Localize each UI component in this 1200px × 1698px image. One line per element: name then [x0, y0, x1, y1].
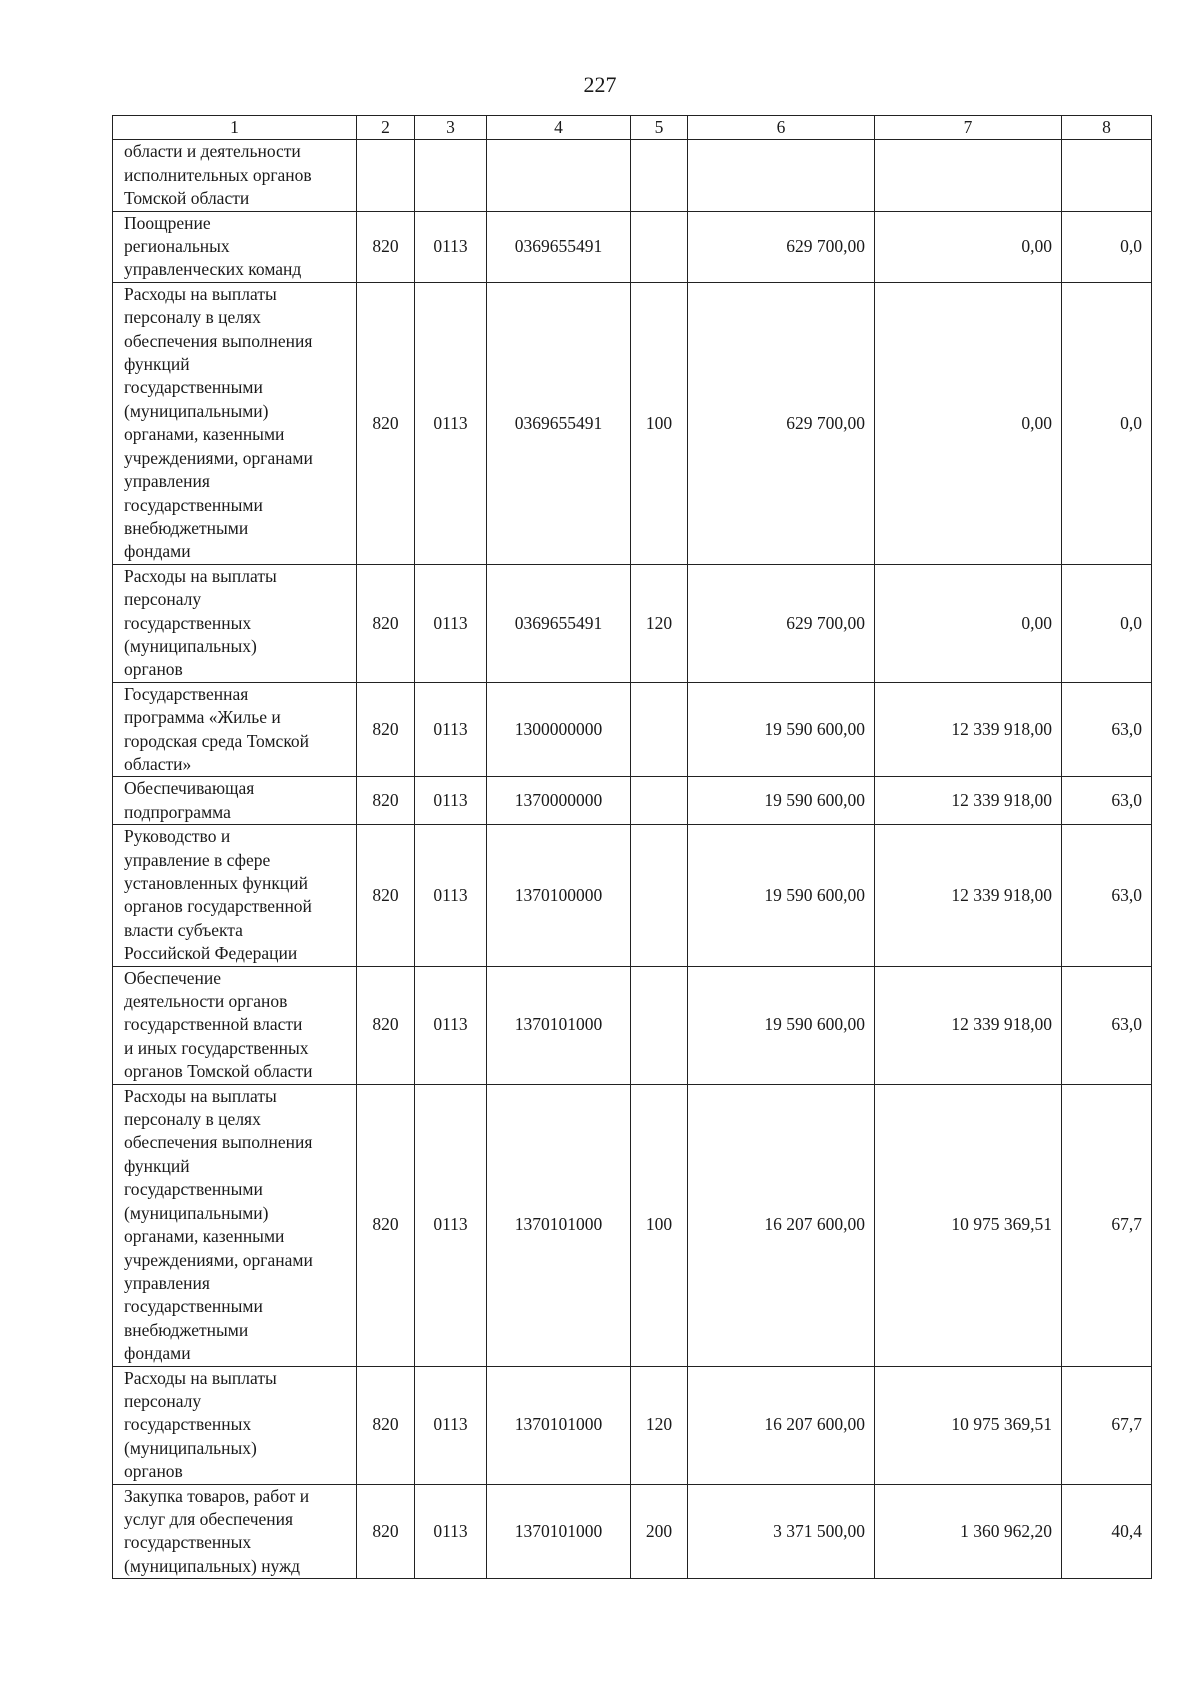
row-section-code: 0113	[415, 211, 487, 282]
row-plan-amount: 629 700,00	[688, 282, 875, 564]
row-section-code: 0113	[415, 1484, 487, 1579]
header-col-6: 6	[688, 116, 875, 140]
row-admin-code: 820	[357, 1366, 415, 1484]
row-admin-code: 820	[357, 682, 415, 777]
row-admin-code: 820	[357, 564, 415, 682]
row-type-code	[631, 825, 688, 966]
table-row	[113, 682, 1152, 777]
header-col-1: 1	[113, 116, 357, 140]
row-target-code: 0369655491	[487, 211, 631, 282]
row-section-code	[415, 140, 487, 211]
header-col-8: 8	[1062, 116, 1152, 140]
table-row	[113, 564, 1152, 682]
header-col-4: 4	[487, 116, 631, 140]
table-row	[113, 211, 1152, 282]
budget-table	[112, 115, 1152, 1579]
row-name: Государственная программа «Жилье и городская среда Томской области»	[113, 682, 357, 777]
row-section-code: 0113	[415, 777, 487, 825]
row-type-code: 100	[631, 282, 688, 564]
table-row	[113, 777, 1152, 825]
table-row	[113, 1484, 1152, 1579]
row-exec-amount	[875, 140, 1062, 211]
table-row	[113, 140, 1152, 211]
row-target-code	[487, 140, 631, 211]
row-type-code: 200	[631, 1484, 688, 1579]
header-col-3: 3	[415, 116, 487, 140]
table-header	[113, 116, 1152, 140]
header-row	[113, 116, 1152, 140]
row-exec-amount: 10 975 369,51	[875, 1366, 1062, 1484]
row-type-code	[631, 777, 688, 825]
row-exec-amount: 1 360 962,20	[875, 1484, 1062, 1579]
row-name: Расходы на выплаты персоналу в целях обеспечения выполнения функций государственными (муниципальными) органами, казенными учреждениями, органами управления государственными внебюджетными фондами	[113, 1084, 357, 1366]
row-section-code: 0113	[415, 1084, 487, 1366]
row-section-code: 0113	[415, 282, 487, 564]
row-admin-code: 820	[357, 825, 415, 966]
row-target-code: 1370000000	[487, 777, 631, 825]
table-body	[113, 140, 1152, 1579]
row-admin-code: 820	[357, 777, 415, 825]
row-type-code	[631, 966, 688, 1084]
row-name: Расходы на выплаты персоналу государственных (муниципальных) органов	[113, 1366, 357, 1484]
row-name: Расходы на выплаты персоналу государственных (муниципальных) органов	[113, 564, 357, 682]
table-row	[113, 282, 1152, 564]
row-percent: 63,0	[1062, 966, 1152, 1084]
row-type-code: 120	[631, 1366, 688, 1484]
row-admin-code: 820	[357, 1084, 415, 1366]
row-type-code: 120	[631, 564, 688, 682]
row-target-code: 0369655491	[487, 282, 631, 564]
table-row	[113, 1084, 1152, 1366]
table-row	[113, 825, 1152, 966]
row-percent: 63,0	[1062, 682, 1152, 777]
table-row	[113, 966, 1152, 1084]
table-row	[113, 1366, 1152, 1484]
page-number: 227	[583, 72, 617, 97]
row-type-code	[631, 140, 688, 211]
row-exec-amount: 12 339 918,00	[875, 825, 1062, 966]
row-name: Расходы на выплаты персоналу в целях обеспечения выполнения функций государственными (муниципальными) органами, казенными учреждениями, органами управления государственными внебюджетными фондами	[113, 282, 357, 564]
row-section-code: 0113	[415, 682, 487, 777]
row-plan-amount: 19 590 600,00	[688, 777, 875, 825]
row-name: Руководство и управление в сфере установленных функций органов государственной власти субъекта Российской Федерации	[113, 825, 357, 966]
row-target-code: 1370101000	[487, 1366, 631, 1484]
header-col-2: 2	[357, 116, 415, 140]
header-col-7: 7	[875, 116, 1062, 140]
row-section-code: 0113	[415, 1366, 487, 1484]
row-exec-amount: 12 339 918,00	[875, 777, 1062, 825]
row-section-code: 0113	[415, 564, 487, 682]
row-exec-amount: 0,00	[875, 211, 1062, 282]
row-admin-code: 820	[357, 211, 415, 282]
row-name: Обеспечивающая подпрограмма	[113, 777, 357, 825]
row-exec-amount: 10 975 369,51	[875, 1084, 1062, 1366]
row-percent	[1062, 140, 1152, 211]
row-percent: 67,7	[1062, 1366, 1152, 1484]
row-type-code	[631, 211, 688, 282]
row-admin-code: 820	[357, 282, 415, 564]
row-exec-amount: 0,00	[875, 282, 1062, 564]
header-col-5: 5	[631, 116, 688, 140]
row-plan-amount: 16 207 600,00	[688, 1366, 875, 1484]
row-admin-code: 820	[357, 966, 415, 1084]
row-plan-amount: 629 700,00	[688, 211, 875, 282]
row-name: Обеспечение деятельности органов государственной власти и иных государственных органов Томской области	[113, 966, 357, 1084]
row-type-code: 100	[631, 1084, 688, 1366]
row-target-code: 1370101000	[487, 966, 631, 1084]
row-percent: 63,0	[1062, 777, 1152, 825]
row-exec-amount: 0,00	[875, 564, 1062, 682]
row-plan-amount: 16 207 600,00	[688, 1084, 875, 1366]
row-percent: 0,0	[1062, 282, 1152, 564]
row-percent: 0,0	[1062, 564, 1152, 682]
row-plan-amount	[688, 140, 875, 211]
row-type-code	[631, 682, 688, 777]
row-admin-code	[357, 140, 415, 211]
row-target-code: 1370101000	[487, 1484, 631, 1579]
row-plan-amount: 19 590 600,00	[688, 966, 875, 1084]
row-plan-amount: 3 371 500,00	[688, 1484, 875, 1579]
row-percent: 40,4	[1062, 1484, 1152, 1579]
row-section-code: 0113	[415, 966, 487, 1084]
row-admin-code: 820	[357, 1484, 415, 1579]
row-target-code: 1370100000	[487, 825, 631, 966]
row-plan-amount: 19 590 600,00	[688, 825, 875, 966]
row-target-code: 1300000000	[487, 682, 631, 777]
row-name: Закупка товаров, работ и услуг для обеспечения государственных (муниципальных) нужд	[113, 1484, 357, 1579]
row-percent: 67,7	[1062, 1084, 1152, 1366]
row-name: области и деятельности исполнительных органов Томской области	[113, 140, 357, 211]
row-target-code: 1370101000	[487, 1084, 631, 1366]
row-target-code: 0369655491	[487, 564, 631, 682]
row-section-code: 0113	[415, 825, 487, 966]
row-percent: 0,0	[1062, 211, 1152, 282]
row-percent: 63,0	[1062, 825, 1152, 966]
row-exec-amount: 12 339 918,00	[875, 682, 1062, 777]
row-exec-amount: 12 339 918,00	[875, 966, 1062, 1084]
row-name: Поощрение региональных управленческих команд	[113, 211, 357, 282]
row-plan-amount: 629 700,00	[688, 564, 875, 682]
row-plan-amount: 19 590 600,00	[688, 682, 875, 777]
